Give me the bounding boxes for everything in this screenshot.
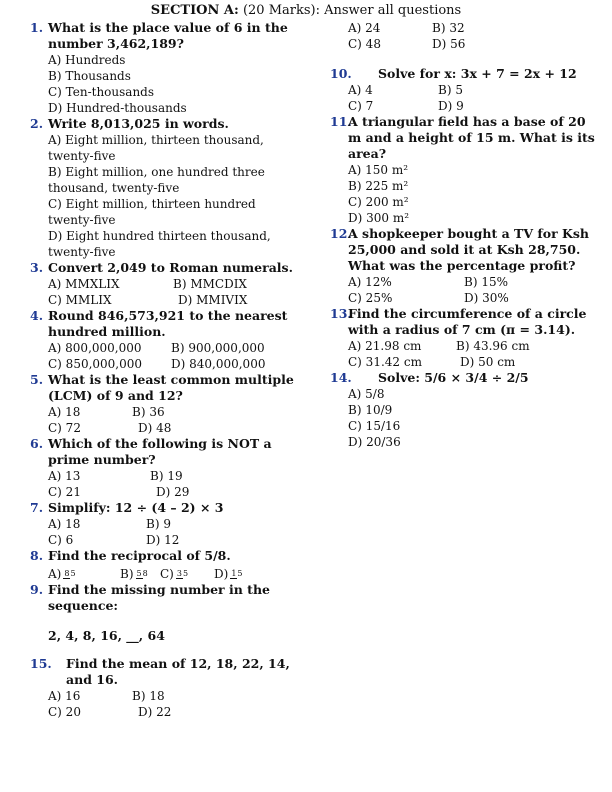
option-a: A) 21.98 cm: [348, 339, 422, 353]
option-b: B) 9: [146, 517, 171, 531]
option-d: D) 22: [138, 705, 172, 719]
question-number: 7.: [30, 500, 44, 515]
option-a: A) 12%: [348, 275, 392, 289]
question-number: 14.: [330, 370, 352, 385]
option-a: A) MMXLIX: [48, 277, 120, 291]
section-header: [0, 2, 612, 19]
option-c: C) Ten-thousands: [48, 85, 155, 99]
question-number: 1.: [30, 20, 44, 35]
section-instructions: (20 Marks): Answer all questions: [242, 3, 462, 18]
question-number: 10.: [330, 66, 352, 81]
question-15: [30, 656, 300, 720]
question-7: [30, 500, 300, 548]
question-9: [30, 582, 300, 644]
question-5: [30, 372, 300, 436]
option-a: A) 5/8: [348, 387, 385, 401]
question-number: 2.: [30, 116, 44, 131]
question-text: Round 846,573,921 to the nearest hundred million.: [48, 308, 288, 339]
option-c: C) 21: [48, 485, 81, 499]
question-text: Convert 2,049 to Roman numerals.: [48, 260, 293, 275]
option-d: D) 29: [156, 485, 190, 499]
option-d: D) Hundred-thousands: [48, 101, 187, 115]
option-b: B) 19: [150, 469, 183, 483]
question-text: Find the mean of 12, 18, 22, 14, and 16.: [66, 656, 290, 687]
question-2: [30, 116, 300, 260]
question-text: Find the missing number in the sequence:: [48, 582, 270, 613]
section-label: SECTION A:: [150, 3, 239, 18]
option-b: B) Thousands: [48, 69, 131, 83]
question-3: [30, 260, 300, 308]
option-c: C) 72: [48, 421, 81, 435]
question-text: Solve: 5/6 × 3/4 ÷ 2/5: [378, 370, 529, 385]
option-a: A) 18: [48, 405, 81, 419]
right-column: [330, 20, 600, 450]
option-c: C) 7: [348, 99, 374, 113]
option-b: B) 36: [132, 405, 165, 419]
question-number: 15.: [30, 656, 52, 671]
sequence: 2, 4, 8, 16, __, 64: [48, 628, 165, 643]
option-a: A) 150 m²: [348, 163, 409, 177]
question-text: What is the least common multiple (LCM) of 9 and 12?: [48, 372, 294, 403]
option-c: C) MMLIX: [48, 293, 112, 307]
option-d: D) MMIVIX: [178, 293, 248, 307]
question-4: [30, 308, 300, 372]
question-number: 6.: [30, 436, 44, 451]
question-text: Find the reciprocal of 5/8.: [48, 548, 231, 563]
option-d: D) 300 m²: [348, 211, 410, 225]
option-b: B) 5: [438, 83, 463, 97]
option-b: B) 10/9: [348, 403, 393, 417]
option-d: D) 15: [214, 567, 243, 581]
option-b: B) 15%: [464, 275, 508, 289]
option-d: D) 12: [146, 533, 180, 547]
question-number: 5.: [30, 372, 44, 387]
option-c: C) 31.42 cm: [348, 355, 422, 369]
option-c: C) 25%: [348, 291, 393, 305]
option-d: D) 56: [432, 37, 466, 51]
option-a: A) 18: [48, 517, 81, 531]
option-c: C) 200 m²: [348, 195, 409, 209]
option-b: B) 225 m²: [348, 179, 409, 193]
option-c: C) 850,000,000: [48, 357, 143, 371]
question-number: 12.: [330, 226, 352, 241]
question-6: [30, 436, 300, 500]
option-b: B) 900,000,000: [171, 341, 265, 355]
option-b: B) MMCDIX: [173, 277, 247, 291]
question-number: 11.: [330, 114, 352, 129]
option-c: C) Eight million, thirteen hundred twenty-five: [48, 197, 256, 227]
question-9-options: [330, 20, 600, 52]
option-a: A) Eight million, thirteen thousand, twenty-five: [48, 133, 264, 163]
option-d: D) 30%: [464, 291, 509, 305]
question-text: Simplify: 12 ÷ (4 – 2) × 3: [48, 500, 224, 515]
option-a: A) 24: [348, 21, 381, 35]
question-number: 9.: [30, 582, 44, 597]
option-a: A) Hundreds: [48, 53, 126, 67]
question-text: Write 8,013,025 in words.: [48, 116, 229, 131]
option-d: D) 840,000,000: [171, 357, 266, 371]
question-10: [330, 66, 600, 114]
question-number: 8.: [30, 548, 44, 563]
option-b: B) 58: [120, 567, 148, 581]
question-1: [30, 20, 300, 116]
option-a: A) 800,000,000: [48, 341, 142, 355]
question-11: [330, 114, 600, 226]
question-number: 13.: [330, 306, 352, 321]
question-number: 4.: [30, 308, 44, 323]
option-c: C) 20: [48, 705, 81, 719]
option-d: D) 50 cm: [460, 355, 516, 369]
question-12: [330, 226, 600, 306]
option-a: A) 13: [48, 469, 81, 483]
option-d: D) 48: [138, 421, 172, 435]
question-text: Which of the following is NOT a prime number?: [48, 436, 272, 467]
left-column: [30, 20, 300, 720]
option-b: B) Eight million, one hundred three thousand, twenty-five: [48, 165, 265, 195]
option-b: B) 32: [432, 21, 465, 35]
option-d: D) Eight hundred thirteen thousand, twenty-five: [48, 229, 271, 259]
option-b: B) 43.96 cm: [456, 339, 530, 353]
option-b: B) 18: [132, 689, 165, 703]
option-a: A) 4: [348, 83, 373, 97]
option-d: D) 9: [438, 99, 464, 113]
option-c: C) 15/16: [348, 419, 401, 433]
option-c: C) 6: [48, 533, 74, 547]
question-number: 3.: [30, 260, 44, 275]
option-c: C) 35: [160, 567, 189, 581]
question-14: [330, 370, 600, 450]
option-d: D) 20/36: [348, 435, 401, 449]
question-text: Find the circumference of a circle with a radius of 7 cm (π = 3.14).: [348, 306, 587, 337]
option-a: A) 16: [48, 689, 81, 703]
question-text: A triangular field has a base of 20 m and a height of 15 m. What is its area?: [348, 114, 595, 161]
question-13: [330, 306, 600, 370]
question-text: A shopkeeper bought a TV for Ksh 25,000 and sold it at Ksh 28,750. What was the percentage profit?: [348, 226, 590, 273]
option-a: A) 85: [48, 567, 76, 581]
question-text: What is the place value of 6 in the number 3,462,189?: [48, 20, 288, 51]
option-c: C) 48: [348, 37, 381, 51]
question-text: Solve for x: 3x + 7 = 2x + 12: [378, 66, 577, 81]
question-8: [30, 548, 300, 582]
